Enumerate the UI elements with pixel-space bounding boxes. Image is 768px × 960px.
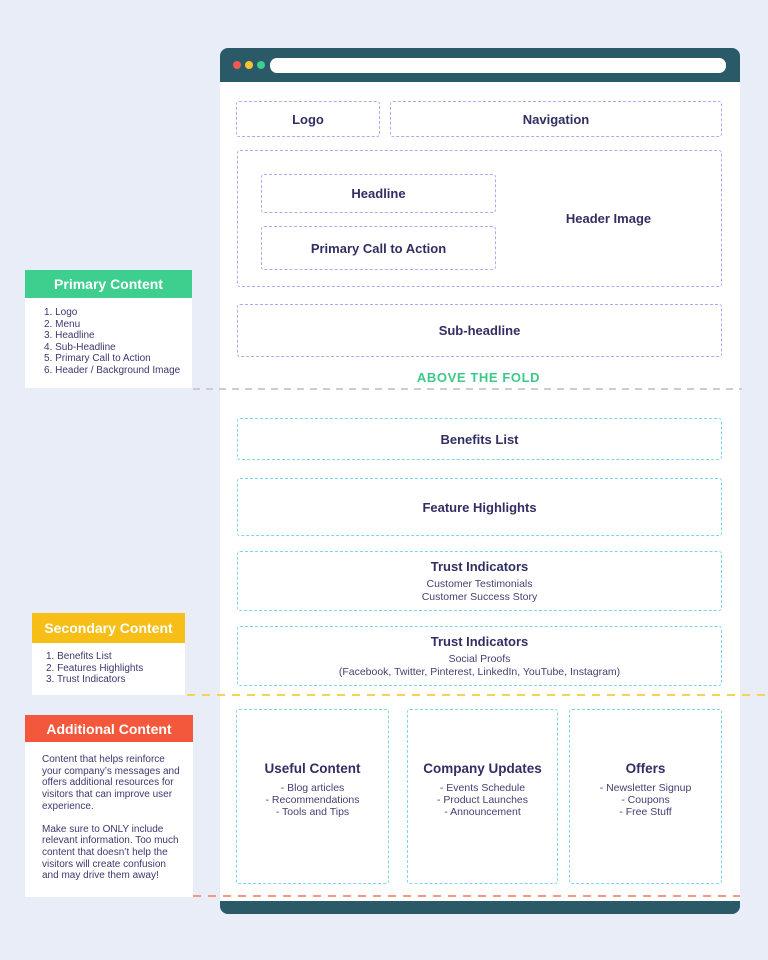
list-item: - Events Schedule <box>439 782 526 794</box>
close-window-icon[interactable] <box>233 61 241 69</box>
list-item: 1. Benefits List <box>46 651 112 662</box>
list-item: 5. Primary Call to Action <box>44 353 151 365</box>
column-item-list <box>600 782 692 818</box>
header-image-label: Header Image <box>565 211 652 226</box>
trust-line: Customer Success Story <box>421 590 538 603</box>
column-item-list <box>437 782 528 818</box>
feature-highlights-placeholder <box>237 478 722 536</box>
browser-window <box>220 48 740 914</box>
minimize-window-icon[interactable] <box>245 61 253 69</box>
primary-content-card-header: Primary Content <box>25 270 192 298</box>
page-footer-bar <box>220 901 740 914</box>
additional-content-card <box>25 715 193 897</box>
above-fold-separator-line <box>193 388 742 390</box>
maximize-window-icon[interactable] <box>257 61 265 69</box>
additional-content-body <box>25 742 193 882</box>
additional-content-card-header: Additional Content <box>25 715 193 742</box>
subheadline-label: Sub-headline <box>438 323 521 338</box>
trust-indicators-testimonials-placeholder <box>237 551 722 611</box>
additional-content-separator-line <box>193 895 740 897</box>
webpage-content <box>220 82 740 901</box>
address-bar[interactable] <box>270 58 726 73</box>
subheadline-placeholder <box>237 304 722 357</box>
headline-placeholder <box>261 174 496 213</box>
trust-indicators-title: Trust Indicators <box>430 559 529 574</box>
company-updates-placeholder <box>407 709 558 884</box>
list-item: 6. Header / Background Image <box>44 364 181 376</box>
paragraph: Content that helps reinforce your company’s messages and offers additional resources for visitors that can improve user experience. <box>42 754 180 812</box>
benefits-list-label: Benefits List <box>440 431 519 447</box>
trust-indicators-title: Trust Indicators <box>430 634 529 649</box>
primary-content-card <box>25 270 192 388</box>
list-item: - Recommendations <box>265 794 360 806</box>
list-item: - Product Launches <box>436 794 529 806</box>
primary-cta-placeholder <box>261 226 496 270</box>
primary-content-list <box>25 298 192 386</box>
list-item: - Coupons <box>621 794 670 806</box>
logo-label: Logo <box>292 111 324 127</box>
list-item: - Announcement <box>444 806 521 818</box>
primary-cta-label: Primary Call to Action <box>310 240 447 256</box>
headline-label: Headline <box>351 186 406 201</box>
trust-indicators-social-placeholder <box>237 626 722 686</box>
secondary-content-separator-line <box>187 694 768 696</box>
benefits-list-placeholder <box>237 418 722 460</box>
useful-content-placeholder <box>236 709 389 884</box>
list-item: 3. Trust Indicators <box>46 674 126 686</box>
paragraph: Make sure to ONLY include relevant information. Too much content that doesn’t help the visitors will create confusion and may drive them away! <box>42 823 179 882</box>
column-item-list <box>266 782 360 818</box>
list-item: 2. Features Highlights <box>46 662 144 674</box>
trust-line: Customer Testimonials <box>426 578 533 590</box>
secondary-content-card <box>32 613 185 695</box>
trust-line: Social Proofs <box>448 653 511 665</box>
list-item: - Newsletter Signup <box>599 782 692 794</box>
secondary-content-card-header: Secondary Content <box>32 613 185 643</box>
list-item: - Free Stuff <box>619 806 672 818</box>
list-item: 1. Logo <box>44 307 78 318</box>
trust-line: (Facebook, Twitter, Pinterest, LinkedIn, YouTube, Instagram) <box>338 665 621 678</box>
hero-section-placeholder <box>237 150 722 287</box>
column-title: Company Updates <box>423 761 542 776</box>
navigation-label: Navigation <box>522 111 590 127</box>
list-item: 3. Headline <box>44 330 95 342</box>
browser-titlebar <box>220 48 740 82</box>
column-title: Useful Content <box>264 761 361 776</box>
list-item: - Blog articles <box>280 782 345 794</box>
secondary-content-list <box>32 643 185 694</box>
list-item: - Tools and Tips <box>275 806 350 818</box>
logo-placeholder <box>236 101 380 137</box>
feature-highlights-label: Feature Highlights <box>422 499 537 515</box>
navigation-placeholder <box>390 101 722 137</box>
above-the-fold-label: ABOVE THE FOLD <box>416 370 541 385</box>
list-item: 2. Menu <box>44 318 81 330</box>
column-title: Offers <box>625 761 666 776</box>
list-item: 4. Sub-Headline <box>44 341 116 353</box>
offers-placeholder <box>569 709 722 884</box>
